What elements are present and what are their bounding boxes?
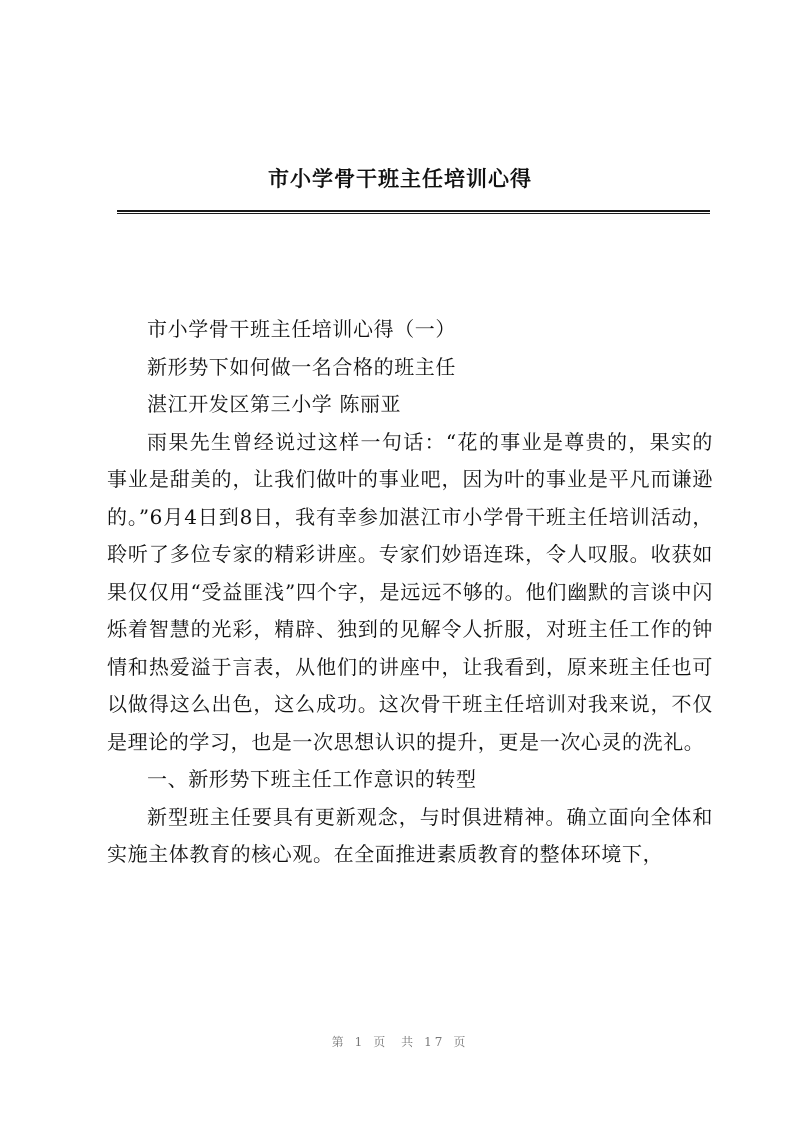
title-divider bbox=[117, 210, 710, 214]
section-heading: 一、新形势下班主任工作意识的转型 bbox=[147, 767, 477, 791]
footer-current-page: 1 bbox=[354, 1035, 366, 1049]
topic-paragraph: 新形势下如何做一名合格的班主任 bbox=[147, 354, 456, 379]
footer-label-page: 第 bbox=[331, 1035, 347, 1049]
footer-total-pages: 17 bbox=[424, 1035, 446, 1049]
body-paragraph: 新型班主任要具有更新观念，与时俱进精神。确立面向全体和实施主体教育的核心观。在全面推进素质教育的整体环境下， bbox=[107, 804, 713, 866]
page-footer bbox=[0, 1033, 800, 1050]
footer-label-pages: 页 bbox=[453, 1035, 469, 1049]
body-paragraph: 雨果先生曾经说过这样一句话：“花的事业是尊贵的，果实的事业是甜美的，让我们做叶的事业吧，因为叶的事业是平凡而谦逊的。”6月4日到8日，我有幸参加湛江市小学骨干班主任培训活动，聆听了多位专家的精彩讲座。专家们妙语连珠，令人叹服。收获如果仅仅用“受益匪浅”四个字，是远远不够的。他们幽默的言谈中闪烁着智慧的光彩，精辟、独到的见解令人折服，对班主任工作的钟情和热爱溢于言表，从他们的讲座中，让我看到，原来班主任也可以做得这么出色，这么成功。这次骨干班主任培训对我来说，不仅是理论的学习，也是一次思想认识的提升，更是一次心灵的洗礼。 bbox=[107, 429, 713, 754]
document-body bbox=[107, 311, 713, 874]
subtitle-paragraph: 市小学骨干班主任培训心得（一） bbox=[147, 317, 456, 341]
footer-label-of: 页 共 bbox=[373, 1035, 417, 1049]
author-paragraph: 湛江开发区第三小学 陈丽亚 bbox=[147, 392, 402, 416]
document-title: 市小学骨干班主任培训心得 bbox=[268, 166, 532, 191]
